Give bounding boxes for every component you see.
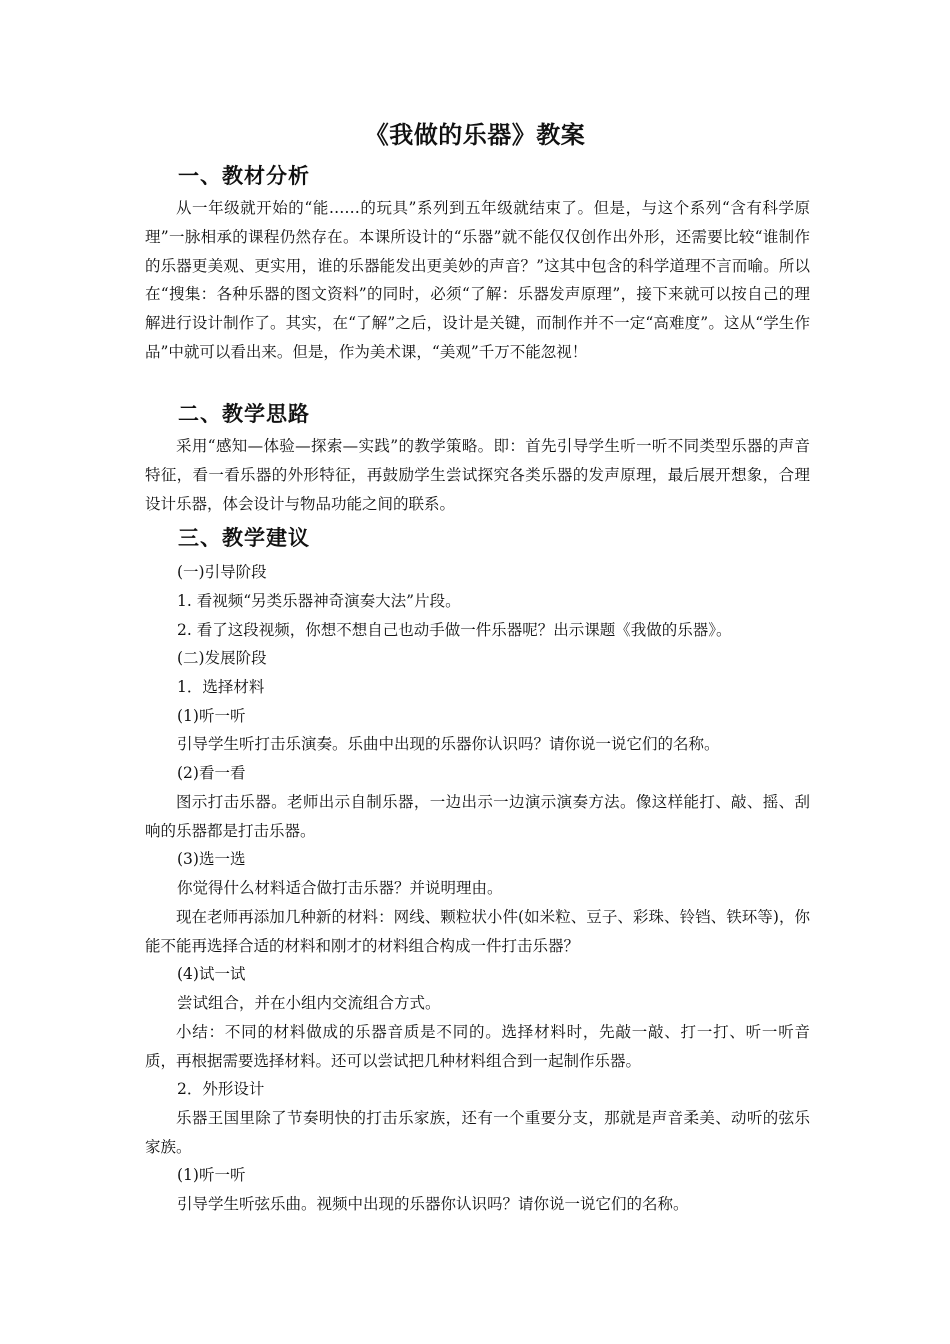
list-item: 尝试组合，并在小组内交流组合方式。 — [177, 994, 441, 1012]
section-heading-textbook-analysis: 一、教材分析 — [178, 163, 310, 188]
step-label: (1)听一听 — [177, 707, 246, 725]
subsection-label: (一)引导阶段 — [177, 563, 267, 581]
list-item: 引导学生听弦乐曲。视频中出现的乐器你认识吗？请你说一说它们的名称。 — [177, 1195, 689, 1213]
section-heading-teaching-suggestions: 三、教学建议 — [178, 525, 310, 550]
paragraph: 图示打击乐器。老师出示自制乐器，一边出示一边演示演奏方法。像这样能打、敲、摇、刮响的乐器都是打击乐器。 — [145, 793, 810, 840]
step-label: (1)听一听 — [177, 1166, 246, 1184]
list-item: 1. 看视频“另类乐器神奇演奏大法”片段。 — [177, 592, 461, 610]
list-item: 你觉得什么材料适合做打击乐器？并说明理由。 — [177, 879, 503, 897]
paragraph: 从一年级就开始的“能……的玩具”系列到五年级就结束了。但是，与这个系列“含有科学原理”一脉相承的课程仍然存在。本课所设计的“乐器”就不能仅仅创作出外形，还需要比较“谁制作的乐器更美观、更实用，谁的乐器能发出更美妙的声音？”这其中包含的科学道理不言而喻。所以在“搜集：各种乐器的图文资料”的同时，必须“了解：乐器发声原理”，接下来就可以按自己的理解进行设计制作了。其实，在“了解”之后，设计是关键，而制作并不一定“高难度”。这从“学生作品”中就可以看出来。但是，作为美术课，“美观”千万不能忽视！ — [145, 199, 810, 361]
document-title: 《我做的乐器》教案 — [364, 120, 586, 149]
paragraph: 采用“感知—体验—探索—实践”的教学策略。即：首先引导学生听一听不同类型乐器的声音特征，看一看乐器的外形特征，再鼓励学生尝试探究各类乐器的发声原理，最后展开想象，合理设计乐器，体会设计与物品功能之间的联系。 — [145, 437, 810, 513]
list-item: 引导学生听打击乐演奏。乐曲中出现的乐器你认识吗？请你说一说它们的名称。 — [177, 735, 720, 753]
paragraph: 现在老师再添加几种新的材料：网线、颗粒状小件(如米粒、豆子、彩珠、铃铛、铁环等)，你能不能再选择合适的材料和刚才的材料组合构成一件打击乐器？ — [145, 908, 810, 955]
paragraph: 乐器王国里除了节奏明快的打击乐家族，还有一个重要分支，那就是声音柔美、动听的弦乐家族。 — [145, 1109, 810, 1156]
step-label: (4)试一试 — [177, 965, 246, 983]
subsection-label: (二)发展阶段 — [177, 649, 267, 667]
step-label: (3)选一选 — [177, 850, 246, 868]
list-item: 2. 看了这段视频，你想不想自己也动手做一件乐器呢？出示课题《我做的乐器》。 — [177, 621, 732, 639]
section-heading-teaching-approach: 二、教学思路 — [178, 401, 310, 426]
step-label: (2)看一看 — [177, 764, 246, 782]
step-heading: 2．外形设计 — [177, 1080, 265, 1098]
step-heading: 1．选择材料 — [177, 678, 265, 696]
paragraph: 小结：不同的材料做成的乐器音质是不同的。选择材料时，先敲一敲、打一打、听一听音质，再根据需要选择材料。还可以尝试把几种材料组合到一起制作乐器。 — [145, 1023, 810, 1070]
